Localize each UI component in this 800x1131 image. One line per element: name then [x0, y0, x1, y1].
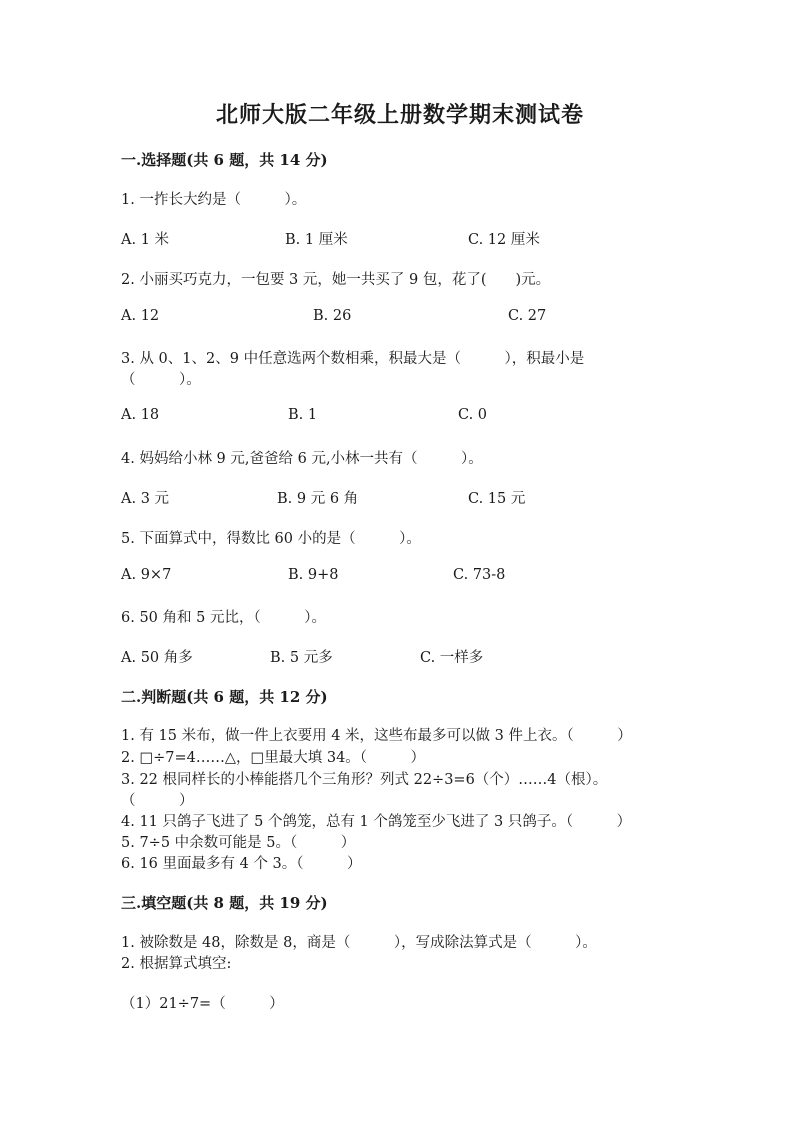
option-b: B. 5 元多: [270, 650, 333, 666]
option-b: B. 9 元 6 角: [277, 491, 359, 507]
section-heading-fill-in: 三.填空题(共 8 题，共 19 分): [121, 894, 328, 912]
option-c: C. 27: [508, 308, 547, 324]
exam-title: 北师大版二年级上册数学期末测试卷: [215, 102, 584, 128]
option-a: A. 18: [121, 407, 160, 423]
option-c: C. 12 厘米: [468, 232, 540, 248]
option-b: B. 1: [288, 407, 318, 423]
section-heading-judgment: 二.判断题(共 6 题，共 12 分): [121, 688, 328, 706]
question-text: 6. 50 角和 5 元比，（ ）。: [121, 610, 326, 626]
question-text: 5. 下面算式中，得数比 60 小的是（ ）。: [121, 531, 421, 547]
judgment-line: 4. 11 只鸽子飞进了 5 个鸽笼，总有 1 个鸽笼至少飞进了 3 只鸽子。（ ）: [121, 814, 632, 830]
option-a: A. 1 米: [121, 232, 170, 248]
option-c: C. 73-8: [453, 567, 506, 583]
question-text: 1. 一拃长大约是（ ）。: [121, 192, 307, 208]
question-text: 2. 小丽买巧克力，一包要 3 元，她一共买了 9 包，花了( )元。: [121, 272, 551, 288]
fill-in-line: （1）21÷7=（ ）: [121, 996, 284, 1012]
judgment-line: 1. 有 15 米布，做一件上衣要用 4 米，这些布最多可以做 3 件上衣。（ ）: [121, 728, 632, 744]
fill-in-line: 2. 根据算式填空:: [121, 956, 232, 972]
option-a: A. 12: [121, 308, 160, 324]
judgment-line: 3. 22 根同样长的小棒能搭几个三角形？列式 22÷3=6（个）……4（根）。: [121, 772, 608, 788]
option-c: C. 15 元: [468, 491, 526, 507]
fill-in-line: 1. 被除数是 48，除数是 8，商是（ ），写成除法算式是（ ）。: [121, 935, 597, 951]
option-a: A. 3 元: [121, 491, 170, 507]
judgment-line: 2. □÷7=4……△，□里最大填 34。（ ）: [121, 750, 426, 766]
option-c: C. 一样多: [420, 650, 484, 666]
option-a: A. 50 角多: [121, 650, 193, 666]
option-b: B. 9+8: [288, 567, 339, 583]
option-c: C. 0: [458, 407, 488, 423]
section-heading-choice: 一.选择题(共 6 题，共 14 分): [121, 151, 328, 169]
option-b: B. 1 厘米: [285, 232, 348, 248]
option-a: A. 9×7: [121, 567, 172, 583]
question-text: 4. 妈妈给小林 9 元,爸爸给 6 元,小林一共有（ ）。: [121, 451, 483, 467]
judgment-line: （ ）: [121, 793, 194, 809]
judgment-line: 6. 16 里面最多有 4 个 3。（ ）: [121, 856, 362, 872]
judgment-line: 5. 7÷5 中余数可能是 5。（ ）: [121, 835, 356, 851]
question-text-continued: （ ）。: [121, 372, 201, 388]
question-text: 3. 从 0、1、2、9 中任意选两个数相乘，积最大是（ ），积最小是: [121, 351, 585, 367]
option-b: B. 26: [313, 308, 352, 324]
